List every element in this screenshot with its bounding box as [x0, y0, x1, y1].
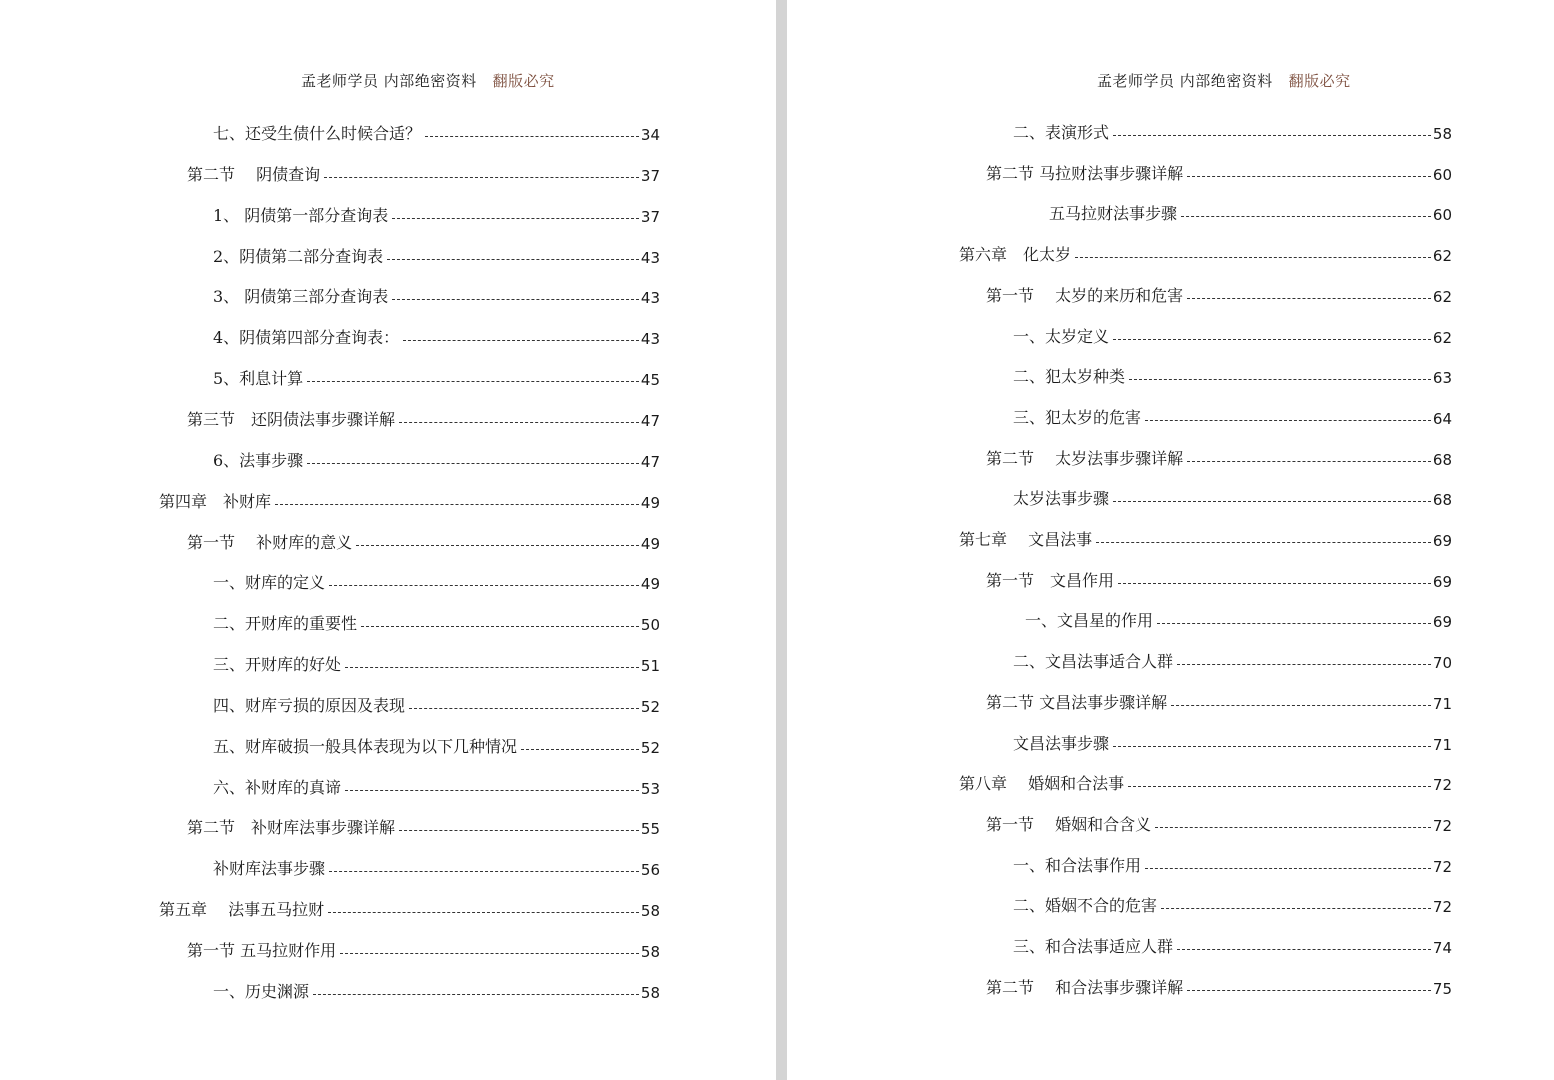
toc-entry-title: 第二节 阴债查询	[187, 164, 321, 184]
toc-entry-title: 3、 阴债第三部分查询表	[213, 287, 389, 307]
toc-entry-page-number: 58	[640, 943, 660, 961]
toc-entry-title: 4、阴债第四部分查询表：	[213, 328, 400, 348]
toc-leader-dots	[340, 953, 639, 954]
toc-entry	[187, 527, 660, 553]
toc-entry-title: 第一节 五马拉财作用	[187, 941, 337, 960]
toc-entry	[1013, 646, 1452, 672]
toc-entry	[159, 486, 660, 512]
toc-entry-page-number: 70	[1432, 654, 1452, 673]
toc-entry	[213, 200, 660, 226]
toc-entry-title: 二、文昌法事适合人群	[1013, 652, 1174, 672]
toc-entry	[1013, 321, 1452, 347]
toc-entry	[986, 972, 1452, 998]
toc-leader-dots	[313, 994, 639, 995]
toc-entry-title: 第二节 和合法事步骤详解	[986, 977, 1184, 997]
toc-entry-title: 第八章 婚姻和合法事	[959, 774, 1125, 794]
left-document-page	[0, 0, 776, 1080]
toc-entry-title: 四、财库亏损的原因及表现	[213, 695, 406, 715]
toc-leader-dots	[1177, 949, 1431, 950]
toc-entry-page-number: 64	[1432, 409, 1452, 428]
toc-entry	[1013, 117, 1452, 143]
toc-entry-title: 五、财库破损一般具体表现为以下几种情况	[213, 736, 518, 756]
toc-entry	[1013, 890, 1452, 916]
header-stamp: 翻版必究	[492, 72, 555, 90]
toc-leader-dots	[1145, 420, 1431, 421]
toc-leader-dots	[403, 340, 639, 341]
header-text: 孟老师学员 内部绝密资料	[301, 72, 477, 90]
toc-entry	[159, 894, 660, 920]
toc-entry-title: 2、阴债第二部分查询表	[213, 246, 384, 266]
toc-entry	[213, 445, 660, 471]
toc-entry-page-number: 50	[640, 616, 660, 635]
toc-leader-dots	[1113, 339, 1431, 340]
toc-entry	[986, 809, 1452, 835]
toc-entry-title: 一、文昌星的作用	[1025, 611, 1154, 631]
toc-entry-page-number: 72	[1432, 857, 1452, 876]
toc-entry-page-number: 71	[1432, 694, 1452, 713]
toc-entry-page-number: 72	[1432, 898, 1452, 917]
toc-entry-page-number: 55	[640, 820, 660, 839]
toc-entry-title: 补财库法事步骤	[213, 859, 326, 879]
toc-leader-dots	[1187, 298, 1431, 299]
toc-leader-dots	[409, 708, 639, 709]
toc-entry-title: 六、补财库的真谛	[213, 777, 342, 797]
toc-leader-dots	[521, 749, 639, 750]
toc-leader-dots	[1128, 786, 1431, 787]
toc-entry-title: 二、犯太岁种类	[1013, 367, 1126, 387]
toc-entry-title: 三、开财库的好处	[213, 655, 342, 675]
toc-entry-page-number: 43	[640, 248, 660, 267]
toc-leader-dots	[387, 259, 639, 260]
toc-leader-dots	[425, 136, 639, 137]
toc-leader-dots	[1145, 868, 1431, 869]
toc-entry	[213, 241, 660, 267]
toc-entry-title: 五马拉财法事步骤	[1049, 204, 1178, 224]
toc-entry-page-number: 68	[1432, 491, 1452, 510]
toc-leader-dots	[1187, 990, 1431, 991]
toc-entry	[187, 159, 660, 185]
toc-entry	[213, 608, 660, 634]
toc-leader-dots	[1113, 746, 1431, 747]
toc-entry	[213, 363, 660, 389]
toc-entry-page-number: 49	[640, 575, 660, 594]
toc-entry	[959, 524, 1452, 550]
toc-entry-page-number: 45	[640, 371, 660, 390]
toc-entry-title: 第一节 太岁的来历和危害	[986, 285, 1184, 305]
toc-entry	[1013, 361, 1452, 387]
toc-entry-page-number: 60	[1432, 206, 1452, 225]
toc-entry	[1013, 402, 1452, 428]
toc-entry-page-number: 47	[640, 452, 660, 471]
toc-leader-dots	[1187, 461, 1431, 462]
toc-entry	[213, 322, 660, 348]
toc-entry-page-number: 71	[1432, 735, 1452, 754]
toc-entry-page-number: 43	[640, 289, 660, 308]
toc-entry-title: 第二节 马拉财法事步骤详解	[986, 163, 1184, 183]
toc-entry	[959, 239, 1452, 265]
toc-leader-dots	[328, 912, 639, 913]
toc-entry	[213, 976, 660, 1002]
toc-entry-title: 太岁法事步骤	[1013, 489, 1110, 509]
toc-entry	[213, 118, 660, 144]
toc-leader-dots	[1075, 257, 1431, 258]
toc-entry-page-number: 72	[1432, 776, 1452, 795]
toc-entry	[986, 443, 1452, 469]
toc-entry-page-number: 68	[1432, 450, 1452, 469]
toc-entry	[213, 772, 660, 798]
toc-entry-title: 5、利息计算	[213, 369, 304, 389]
toc-entry-title: 第二节 补财库法事步骤详解	[187, 818, 396, 838]
toc-entry-page-number: 72	[1432, 816, 1452, 835]
toc-leader-dots	[392, 218, 639, 219]
toc-entry	[213, 853, 660, 879]
toc-entry	[959, 768, 1452, 794]
toc-entry-page-number: 47	[640, 411, 660, 430]
toc-entry-page-number: 58	[1432, 125, 1452, 143]
toc-leader-dots	[1181, 216, 1431, 217]
toc-entry	[986, 687, 1452, 713]
toc-entry-title: 一、和合法事作用	[1013, 855, 1142, 875]
toc-entry-title: 第一节 婚姻和合含义	[986, 814, 1152, 834]
toc-entry-page-number: 69	[1432, 572, 1452, 591]
header-text: 孟老师学员 内部绝密资料	[1097, 72, 1273, 90]
toc-leader-dots	[307, 463, 639, 464]
toc-entry-page-number: 62	[1432, 328, 1452, 347]
toc-entry-page-number: 58	[640, 902, 660, 921]
toc-leader-dots	[345, 667, 639, 668]
toc-entry-title: 一、太岁定义	[1013, 326, 1110, 346]
toc-entry-page-number: 49	[640, 493, 660, 512]
toc-entry	[986, 280, 1452, 306]
toc-leader-dots	[1096, 542, 1431, 543]
toc-entry-title: 第二节 太岁法事步骤详解	[986, 448, 1184, 468]
toc-entry-title: 二、表演形式	[1013, 123, 1110, 142]
toc-entry	[187, 812, 660, 838]
toc-entry-page-number: 58	[640, 983, 660, 1002]
toc-leader-dots	[399, 830, 639, 831]
toc-entry-page-number: 49	[640, 534, 660, 553]
toc-entry-page-number: 60	[1432, 165, 1452, 184]
toc-entry	[1049, 198, 1452, 224]
toc-entry-title: 6、法事步骤	[213, 450, 304, 470]
toc-leader-dots	[1113, 135, 1431, 136]
toc-entry-title: 第二节 文昌法事步骤详解	[986, 692, 1168, 712]
toc-entry-page-number: 52	[640, 738, 660, 757]
toc-entry-page-number: 34	[640, 126, 660, 144]
toc-entry-title: 第七章 文昌法事	[959, 530, 1093, 549]
toc-entry-page-number: 69	[1432, 532, 1452, 550]
toc-entry-page-number: 52	[640, 697, 660, 716]
toc-leader-dots	[329, 585, 639, 586]
toc-leader-dots	[1118, 583, 1431, 584]
page-header	[0, 70, 776, 91]
toc-entry	[213, 649, 660, 675]
toc-leader-dots	[356, 545, 639, 546]
toc-leader-dots	[275, 504, 639, 505]
toc-leader-dots	[361, 626, 639, 627]
toc-entry	[213, 567, 660, 593]
toc-entry	[213, 731, 660, 757]
toc-entry-page-number: 74	[1432, 939, 1452, 957]
toc-leader-dots	[1155, 827, 1431, 828]
toc-leader-dots	[399, 422, 639, 423]
toc-entry-title: 七、还受生债什么时候合适？	[213, 124, 422, 143]
toc-entry-title: 三、犯太岁的危害	[1013, 407, 1142, 427]
header-stamp: 翻版必究	[1288, 72, 1351, 90]
toc-entry-title: 文昌法事步骤	[1013, 733, 1110, 753]
toc-entry-title: 二、开财库的重要性	[213, 614, 358, 634]
toc-entry-page-number: 75	[1432, 979, 1452, 998]
toc-leader-dots	[1161, 908, 1431, 909]
toc-leader-dots	[324, 177, 639, 178]
toc-entry	[1013, 931, 1452, 957]
toc-entry-page-number: 69	[1432, 613, 1452, 632]
toc-entry-title: 一、财库的定义	[213, 573, 326, 593]
toc-leader-dots	[1177, 664, 1431, 665]
toc-leader-dots	[1157, 623, 1431, 624]
toc-entry-page-number: 62	[1432, 287, 1452, 306]
toc-entry-title: 第一节 文昌作用	[986, 570, 1115, 590]
toc-leader-dots	[392, 299, 639, 300]
toc-entry-title: 第五章 法事五马拉财	[159, 900, 325, 920]
toc-entry	[1025, 605, 1452, 631]
page-header	[787, 70, 1554, 91]
toc-entry	[1013, 850, 1452, 876]
toc-entry	[213, 690, 660, 716]
toc-leader-dots	[1187, 176, 1431, 177]
toc-entry-title: 1、 阴债第一部分查询表	[213, 205, 389, 225]
toc-entry-page-number: 62	[1432, 247, 1452, 266]
toc-entry-title: 二、婚姻不合的危害	[1013, 896, 1158, 916]
toc-leader-dots	[1113, 501, 1431, 502]
toc-entry-title: 三、和合法事适应人群	[1013, 937, 1174, 956]
toc-leader-dots	[329, 871, 639, 872]
toc-entry-page-number: 37	[640, 207, 660, 226]
toc-entry-title: 第六章 化太岁	[959, 245, 1072, 265]
page-gutter	[776, 0, 787, 1080]
toc-leader-dots	[307, 381, 639, 382]
toc-entry-page-number: 63	[1432, 369, 1452, 388]
toc-entry	[187, 404, 660, 430]
toc-entry	[1013, 728, 1452, 754]
toc-entry-page-number: 56	[640, 861, 660, 880]
toc-entry-page-number: 43	[640, 330, 660, 349]
toc-entry-page-number: 37	[640, 166, 660, 185]
toc-entry-title: 第三节 还阴债法事步骤详解	[187, 409, 396, 429]
toc-entry	[187, 935, 660, 961]
toc-entry-title: 第一节 补财库的意义	[187, 532, 353, 552]
toc-leader-dots	[1171, 705, 1431, 706]
toc-leader-dots	[1129, 379, 1431, 380]
toc-entry-title: 第四章 补财库	[159, 491, 272, 511]
toc-entry-page-number: 51	[640, 657, 660, 676]
toc-entry	[986, 565, 1452, 591]
toc-entry-title: 一、历史渊源	[213, 981, 310, 1001]
toc-leader-dots	[345, 790, 639, 791]
toc-entry-page-number: 53	[640, 779, 660, 798]
right-document-page	[787, 0, 1554, 1080]
toc-entry	[1013, 483, 1452, 509]
toc-entry	[213, 281, 660, 307]
toc-entry	[986, 158, 1452, 184]
